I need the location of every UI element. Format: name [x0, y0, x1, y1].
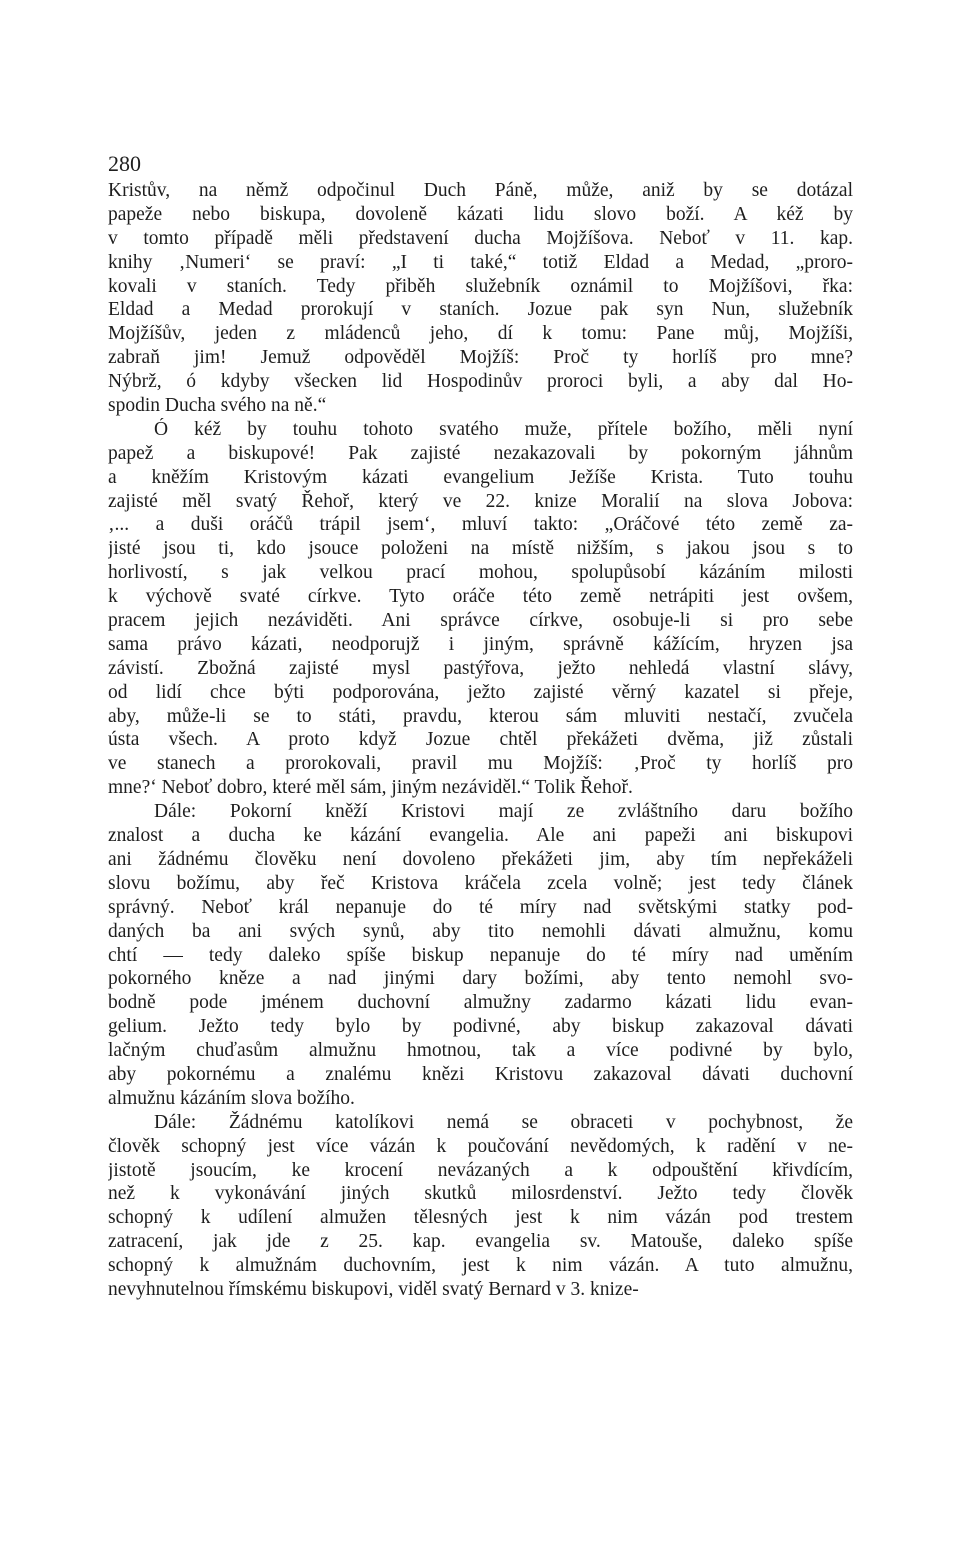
- text-line: ústa všech. A proto když Jozue chtěl překážeti dvěma, již zůstali: [108, 729, 853, 751]
- paragraph: [108, 418, 853, 800]
- text-line: aby, může-li se to státi, pravdu, kterou sám mluviti nestačí, zvučela: [108, 705, 853, 727]
- text-line: správný. Neboť král nepanuje do té míry nad světskými statky pod-: [108, 896, 853, 918]
- text-line: Nýbrž, ó kdyby všecken lid Hospodinův proroci byli, a aby dal Ho-: [108, 371, 853, 393]
- text-line: ‚... a duši oráčů trápil jsem‘, mluví takto: „Oráčové této země za-: [108, 514, 853, 536]
- text-line: spodin Ducha svého na ně.“: [108, 395, 327, 417]
- text-line: zabraň jim! Jemuž odpověděl Mojžíš: Proč ty horlíš pro mne?: [108, 347, 853, 369]
- text-line: nevyhnutelnou římskému biskupovi, viděl svatý Bernard v 3. knize-: [108, 1278, 639, 1300]
- text-line: než k vykonávání jiných skutků milosrdenství. Ježto tedy člověk: [108, 1183, 853, 1205]
- text-line: schopný k udílení almužen tělesných jest k nim vázán pod trestem: [108, 1207, 853, 1229]
- text-line: lačným chuďasům almužnu hmotnou, tak a více podivné by bylo,: [108, 1040, 853, 1062]
- paragraph: [108, 1111, 853, 1302]
- text-line: Dále: Žádnému katolíkovi nemá se obraceti v pochybnost, že: [154, 1111, 853, 1133]
- text-line: jistotě jsoucím, ke krocení nevázaných a k odpouštění křivdícím,: [108, 1159, 853, 1181]
- text-line: daných ba ani svých synů, aby tito nemohli dávati almužnu, komu: [108, 920, 853, 942]
- text-line: schopný k almužnám duchovním, jest k nim vázán. A tuto almužnu,: [108, 1255, 853, 1277]
- text-line: papeže nebo biskupa, dovoleně kázati lidu slovo boží. A kéž by: [108, 203, 853, 225]
- paragraph: [108, 179, 853, 418]
- text-line: horlivostí, s jak velkou prací mohou, spolupůsobí kázáním milosti: [108, 562, 853, 584]
- text-line: znalost a ducha ke kázání evangelia. Ale ani papeži ani biskupovi: [108, 825, 853, 847]
- text-line: gelium. Ježto tedy bylo by podivné, aby biskup zakazoval dávati: [108, 1016, 853, 1038]
- text-line: člověk schopný jest více vázán k poučování nevědomých, k radění v ne-: [108, 1135, 853, 1157]
- text-line: zatracení, jak jde z 25. kap. evangelia sv. Matouše, daleko spíše: [108, 1231, 853, 1253]
- text-line: a kněžím Kristovým kázati evangelium Ježíše Krista. Tuto touhu: [108, 466, 853, 488]
- text-line: v tomto případě měli představení ducha Mojžíšova. Neboť v 11. kap.: [108, 227, 853, 249]
- text-line: ve stanech a prorokovali, pravil mu Mojžíš: ‚Proč ty horlíš pro: [108, 753, 853, 775]
- text-line: Eldad a Medad prorokují v staních. Jozue pak syn Nun, služebník: [108, 299, 853, 321]
- paragraph: [108, 800, 853, 1111]
- text-line: mne?‘ Neboť dobro, které měl sám, jiným nezáviděl.“ Tolik Řehoř.: [108, 777, 633, 799]
- text-line: knihy ‚Numeri‘ se praví: „I ti také,“ totiž Eldad a Medad, „proro-: [108, 251, 853, 273]
- text-line: sama právo kázati, neodporujž i jiným, správně kážícím, hryzen jsa: [108, 633, 853, 655]
- text-line: kovali v staních. Tedy přiběh služebník oznámil to Mojžíšovi, řka:: [108, 275, 853, 297]
- text-line: slovu božímu, aby řeč Kristova kráčela zcela volně; jest tedy článek: [108, 872, 853, 894]
- text-line: jisté jsou ti, kdo jsouce položeni na místě nižším, s jakou jsou s to: [108, 538, 853, 560]
- text-line: závistí. Zbožná zajisté mysl pastýřova, ježto nehledá vlastní slávy,: [108, 657, 853, 679]
- text-line: k výchově svaté církve. Tyto oráče této země netrápiti jest ovšem,: [108, 586, 853, 608]
- text-line: Dále: Pokorní kněží Kristovi mají ze zvláštního daru božího: [154, 801, 853, 823]
- text-line: Kristův, na němž odpočinul Duch Páně, může, aniž by se dotázal: [108, 180, 853, 201]
- text-line: pokorného kněze a nad jinými dary božími, aby tento nemohl svo-: [108, 968, 853, 990]
- text-line: chtí — tedy daleko spíše biskup nepanuje do té míry nad uměním: [108, 944, 853, 966]
- text-line: Mojžíšův, jeden z mládenců jeho, dí k tomu: Pane můj, Mojžíši,: [108, 323, 853, 345]
- page-number: 280: [108, 151, 141, 176]
- text-line: pracem jejich nezáviděti. Ani správce církve, osobuje-li si pro sebe: [108, 610, 853, 632]
- text-line: zajisté měl svatý Řehoř, který ve 22. knize Moralií na slova Jobova:: [108, 490, 853, 512]
- text-line: aby pokornému a znalému knězi Kristovu zakazoval dávati duchovní: [108, 1063, 853, 1085]
- text-line: Ó kéž by touhu tohoto svatého muže, přítele božího, měli nyní: [154, 418, 853, 440]
- text-line: papež a biskupové! Pak zajisté nezakazovali by pokorným jáhnům: [108, 442, 853, 464]
- text-line: ani žádnému člověku není dovoleno překážeti jim, aby tím nepřekáželi: [108, 848, 853, 870]
- text-line: bodně pode jménem duchovní almužny zadarmo kázati lidu evan-: [108, 992, 853, 1014]
- text-line: od lidí chce býti podporována, ježto zajisté věrný kazatel si přeje,: [108, 681, 853, 703]
- body-text: [108, 179, 853, 1302]
- text-line: almužnu kázáním slova božího.: [108, 1087, 355, 1109]
